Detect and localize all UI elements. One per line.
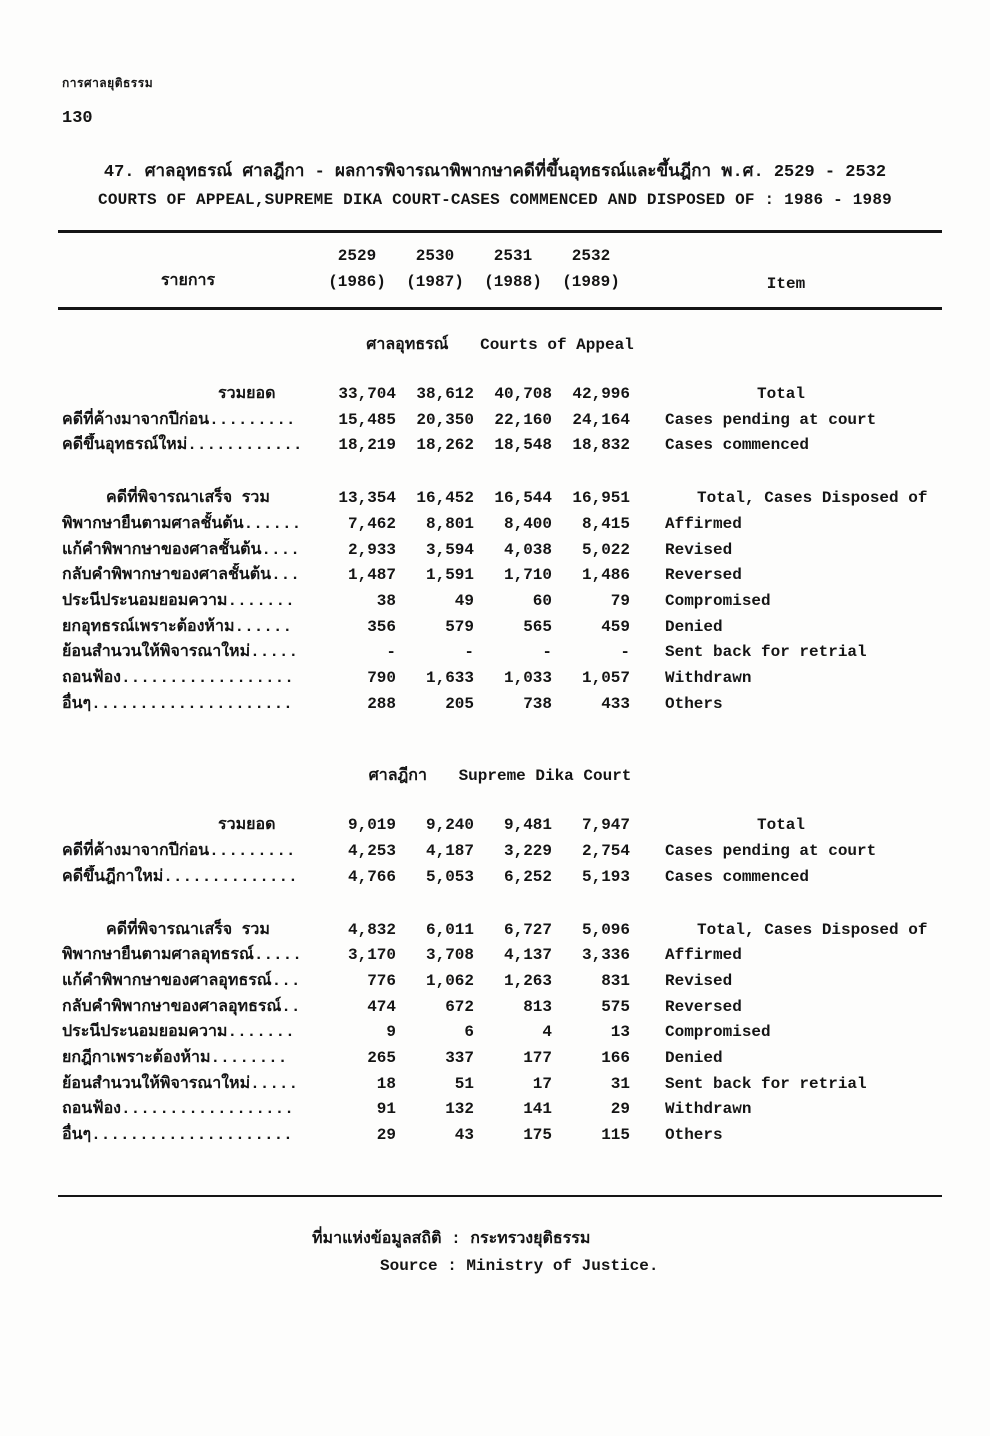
year-column-header bbox=[396, 243, 474, 295]
row-value-1988: 1,263 bbox=[503, 971, 552, 990]
row-label-english: Withdrawn bbox=[665, 1100, 752, 1119]
row-value-1986: 4,832 bbox=[347, 920, 396, 939]
row-value-1989: 8,415 bbox=[581, 514, 630, 533]
row-value-1986: 3,170 bbox=[347, 946, 396, 965]
row-label-thai: คดีที่ค้างมาจากปีก่อน......... bbox=[62, 410, 296, 429]
row-label-english: Affirmed bbox=[665, 514, 742, 533]
row-value-1989: 831 bbox=[601, 971, 630, 990]
row-value-1987: 5,053 bbox=[425, 867, 474, 886]
row-label-thai: คดีขึ้นอุทธรณ์ใหม่............ bbox=[62, 436, 303, 455]
row-value-1988: 9,481 bbox=[503, 816, 552, 835]
row-value-1986: 18 bbox=[376, 1074, 396, 1093]
year-column-header bbox=[552, 243, 630, 295]
row-label-thai: พิพากษายืนตามศาลชั้นต้น...... bbox=[62, 514, 302, 533]
row-value-1987: 18,262 bbox=[416, 436, 474, 455]
row-value-1987: 43 bbox=[454, 1126, 474, 1145]
row-value-1986: 1,487 bbox=[347, 566, 396, 585]
table-row bbox=[58, 486, 942, 512]
table-row bbox=[58, 1072, 942, 1098]
row-value-1988: 6,727 bbox=[503, 920, 552, 939]
row-value-1988: 22,160 bbox=[494, 410, 552, 429]
row-value-1989: 7,947 bbox=[581, 816, 630, 835]
row-label-thai: ถอนฟ้อง.................. bbox=[62, 669, 294, 688]
row-value-1989: 166 bbox=[601, 1049, 630, 1068]
section-rows bbox=[58, 813, 942, 1148]
row-label-thai: ยกฎีกาเพราะต้องห้าม........ bbox=[62, 1049, 288, 1068]
row-value-1989: 16,951 bbox=[572, 489, 630, 508]
header-note: การศาลยุติธรรม bbox=[62, 77, 154, 91]
table-section bbox=[58, 332, 942, 717]
row-label-thai: กลับคำพิพากษาของศาลอุทธรณ์.. bbox=[62, 997, 301, 1016]
row-value-1988: 18,548 bbox=[494, 436, 552, 455]
section-heading-english: Supreme Dika Court bbox=[458, 767, 632, 786]
source-english: Source : Ministry of Justice. bbox=[380, 1257, 659, 1275]
section-rows bbox=[58, 382, 942, 717]
row-label-thai: ยกอุทธรณ์เพราะต้องห้าม...... bbox=[62, 617, 293, 636]
row-value-1986: 7,462 bbox=[347, 514, 396, 533]
table-bottom-rule bbox=[58, 1195, 942, 1197]
row-label-english: Total bbox=[757, 385, 806, 403]
row-value-1986: 4,253 bbox=[347, 842, 396, 861]
row-label-english: Denied bbox=[665, 617, 723, 636]
section-heading bbox=[58, 332, 942, 358]
row-value-1989: - bbox=[620, 643, 630, 662]
row-value-1988: 738 bbox=[523, 694, 552, 713]
table-sections bbox=[58, 332, 942, 1149]
row-value-1987: 132 bbox=[445, 1100, 474, 1119]
row-value-1987: - bbox=[464, 643, 474, 662]
row-value-1988: 4,038 bbox=[503, 540, 552, 559]
row-value-1987: 3,594 bbox=[425, 540, 474, 559]
column-header-items-english: Item bbox=[766, 275, 806, 293]
row-value-1989: 13 bbox=[610, 1023, 630, 1042]
row-label-thai: รวมยอด bbox=[218, 385, 276, 403]
row-label-english: Sent back for retrial bbox=[665, 643, 867, 662]
page-number: 130 bbox=[62, 109, 93, 128]
row-label-english: Total bbox=[757, 816, 806, 835]
row-label-thai: อื่นๆ..................... bbox=[62, 694, 293, 713]
row-value-1989: 5,022 bbox=[581, 540, 630, 559]
row-value-1986: 2,933 bbox=[347, 540, 396, 559]
table-row bbox=[58, 1123, 942, 1149]
row-label-english: Total, Cases Disposed of bbox=[697, 920, 928, 939]
table-row bbox=[58, 865, 942, 891]
year-buddhist: 2531 bbox=[493, 247, 533, 265]
row-value-1989: 115 bbox=[601, 1126, 630, 1145]
table-row bbox=[58, 615, 942, 641]
row-value-1986: 265 bbox=[367, 1049, 396, 1068]
row-value-1988: 3,229 bbox=[503, 842, 552, 861]
row-value-1989: 459 bbox=[601, 617, 630, 636]
row-label-english: Compromised bbox=[665, 1023, 771, 1042]
row-value-1986: 91 bbox=[376, 1100, 396, 1119]
table-row bbox=[58, 512, 942, 538]
table-row bbox=[58, 538, 942, 564]
row-value-1987: 672 bbox=[445, 997, 474, 1016]
row-value-1989: 29 bbox=[610, 1100, 630, 1119]
section-heading-thai: ศาลอุทธรณ์ bbox=[366, 336, 449, 354]
table-row bbox=[58, 943, 942, 969]
table-row bbox=[58, 563, 942, 589]
row-label-english: Others bbox=[665, 1126, 723, 1145]
row-value-1988: 17 bbox=[532, 1074, 552, 1093]
row-value-1987: 9,240 bbox=[425, 816, 474, 835]
row-value-1989: 5,193 bbox=[581, 867, 630, 886]
row-label-thai: คดีขึ้นฎีกาใหม่.............. bbox=[62, 867, 298, 886]
year-gregorian: (1988) bbox=[484, 273, 542, 291]
row-value-1988: 813 bbox=[523, 997, 552, 1016]
row-value-1987: 49 bbox=[454, 591, 474, 610]
row-label-thai: อื่นๆ..................... bbox=[62, 1126, 293, 1145]
row-value-1986: 288 bbox=[367, 694, 396, 713]
row-label-english: Cases pending at court bbox=[665, 410, 877, 429]
year-buddhist: 2529 bbox=[337, 247, 377, 265]
row-label-english: Withdrawn bbox=[665, 669, 752, 688]
section-heading-english: Courts of Appeal bbox=[480, 336, 634, 354]
row-value-1986: 18,219 bbox=[338, 436, 396, 455]
row-value-1989: 5,096 bbox=[581, 920, 630, 939]
table-header-row bbox=[58, 233, 942, 307]
row-label-english: Cases commenced bbox=[665, 436, 810, 455]
row-value-1986: 29 bbox=[376, 1126, 396, 1145]
row-label-thai: ประนีประนอมยอมความ....... bbox=[62, 591, 295, 610]
row-value-1986: 38 bbox=[376, 591, 396, 610]
title-thai: 47. ศาลอุทธรณ์ ศาลฎีกา - ผลการพิจารณาพิพากษาคดีที่ขึ้นอุทธรณ์และขึ้นฎีกา พ.ศ. 2529 - 2532 bbox=[103, 163, 887, 182]
row-label-english: Others bbox=[665, 694, 723, 713]
row-value-1989: 3,336 bbox=[581, 946, 630, 965]
row-label-thai: ประนีประนอมยอมความ....... bbox=[62, 1023, 295, 1042]
row-label-english: Cases commenced bbox=[665, 867, 810, 886]
year-column-header bbox=[318, 243, 396, 295]
year-buddhist: 2532 bbox=[571, 247, 611, 265]
source-block bbox=[0, 1226, 990, 1280]
row-value-1988: 1,033 bbox=[503, 669, 552, 688]
row-value-1986: 33,704 bbox=[338, 385, 396, 403]
row-value-1986: 4,766 bbox=[347, 867, 396, 886]
row-value-1987: 6,011 bbox=[425, 920, 474, 939]
row-value-1986: - bbox=[386, 643, 396, 662]
table-section bbox=[58, 763, 942, 1148]
table-row bbox=[58, 433, 942, 459]
row-value-1987: 1,591 bbox=[425, 566, 474, 585]
table-row bbox=[58, 969, 942, 995]
row-label-thai: รวมยอด bbox=[218, 816, 276, 835]
row-value-1986: 9 bbox=[386, 1023, 396, 1042]
row-value-1987: 8,801 bbox=[425, 514, 474, 533]
row-value-1988: 60 bbox=[532, 591, 552, 610]
row-label-english: Compromised bbox=[665, 591, 771, 610]
row-value-1988: 565 bbox=[523, 617, 552, 636]
title-english: COURTS OF APPEAL,SUPREME DIKA COURT-CASES COMMENCED AND DISPOSED OF : 1986 - 1989 bbox=[98, 191, 892, 209]
table-row bbox=[58, 692, 942, 718]
row-label-thai: ถอนฟ้อง.................. bbox=[62, 1100, 294, 1119]
row-value-1987: 205 bbox=[445, 694, 474, 713]
row-value-1987: 20,350 bbox=[416, 410, 474, 429]
table-row bbox=[58, 1020, 942, 1046]
title-block bbox=[0, 160, 990, 214]
row-value-1989: 79 bbox=[610, 591, 630, 610]
table-row bbox=[58, 813, 942, 839]
row-label-thai: คดีที่พิจารณาเสร็จ รวม bbox=[106, 920, 270, 939]
table-row bbox=[58, 382, 942, 408]
section-heading bbox=[58, 763, 942, 789]
table-row bbox=[58, 666, 942, 692]
section-heading-thai: ศาลฎีกา bbox=[368, 767, 427, 786]
row-value-1988: 6,252 bbox=[503, 867, 552, 886]
row-value-1987: 38,612 bbox=[416, 385, 474, 403]
year-gregorian: (1987) bbox=[406, 273, 464, 291]
row-label-english: Denied bbox=[665, 1049, 723, 1068]
row-value-1988: 141 bbox=[523, 1100, 552, 1119]
row-value-1989: 575 bbox=[601, 997, 630, 1016]
row-value-1988: 40,708 bbox=[494, 385, 552, 403]
row-value-1986: 9,019 bbox=[347, 816, 396, 835]
table-row bbox=[58, 918, 942, 944]
row-label-thai: ย้อนสำนวนให้พิจารณาใหม่..... bbox=[62, 643, 299, 662]
row-value-1986: 13,354 bbox=[338, 489, 396, 508]
row-label-english: Revised bbox=[665, 540, 733, 559]
row-value-1987: 51 bbox=[454, 1074, 474, 1093]
row-value-1988: 177 bbox=[523, 1049, 552, 1068]
table-row bbox=[58, 640, 942, 666]
row-value-1986: 474 bbox=[367, 997, 396, 1016]
row-value-1987: 1,633 bbox=[425, 669, 474, 688]
row-label-english: Reversed bbox=[665, 997, 742, 1016]
statistics-table bbox=[58, 230, 942, 1197]
row-value-1989: 42,996 bbox=[572, 385, 630, 403]
year-gregorian: (1989) bbox=[562, 273, 620, 291]
table-row bbox=[58, 995, 942, 1021]
source-thai: ที่มาแห่งข้อมูลสถิติ : กระทรวงยุติธรรม bbox=[312, 1230, 591, 1248]
row-label-english: Total, Cases Disposed of bbox=[697, 489, 928, 508]
row-value-1988: - bbox=[542, 643, 552, 662]
row-label-thai: กลับคำพิพากษาของศาลชั้นต้น... bbox=[62, 566, 300, 585]
row-label-thai: คดีที่ค้างมาจากปีก่อน......... bbox=[62, 842, 296, 861]
table-header-rule bbox=[58, 307, 942, 310]
year-column-header bbox=[474, 243, 552, 295]
row-value-1987: 579 bbox=[445, 617, 474, 636]
row-value-1987: 4,187 bbox=[425, 842, 474, 861]
year-buddhist: 2530 bbox=[415, 247, 455, 265]
row-value-1986: 790 bbox=[367, 669, 396, 688]
row-value-1987: 1,062 bbox=[425, 971, 474, 990]
row-value-1989: 2,754 bbox=[581, 842, 630, 861]
row-value-1989: 1,486 bbox=[581, 566, 630, 585]
row-label-thai: แก้คำพิพากษาของศาลอุทธรณ์... bbox=[62, 971, 301, 990]
row-value-1988: 4 bbox=[542, 1023, 552, 1042]
row-value-1988: 175 bbox=[523, 1126, 552, 1145]
row-value-1989: 433 bbox=[601, 694, 630, 713]
year-gregorian: (1986) bbox=[328, 273, 386, 291]
row-value-1986: 15,485 bbox=[338, 410, 396, 429]
row-label-english: Reversed bbox=[665, 566, 742, 585]
row-label-english: Cases pending at court bbox=[665, 842, 877, 861]
row-value-1988: 8,400 bbox=[503, 514, 552, 533]
row-label-english: Sent back for retrial bbox=[665, 1074, 867, 1093]
table-row bbox=[58, 408, 942, 434]
row-value-1989: 1,057 bbox=[581, 669, 630, 688]
row-value-1988: 4,137 bbox=[503, 946, 552, 965]
row-label-english: Affirmed bbox=[665, 946, 742, 965]
table-row bbox=[58, 1046, 942, 1072]
row-value-1987: 16,452 bbox=[416, 489, 474, 508]
row-label-thai: ย้อนสำนวนให้พิจารณาใหม่..... bbox=[62, 1074, 299, 1093]
row-value-1989: 31 bbox=[610, 1074, 630, 1093]
row-label-thai: แก้คำพิพากษาของศาลชั้นต้น.... bbox=[62, 540, 300, 559]
table-row bbox=[58, 1097, 942, 1123]
column-header-items-thai: รายการ bbox=[160, 272, 216, 290]
row-value-1988: 16,544 bbox=[494, 489, 552, 508]
row-value-1987: 3,708 bbox=[425, 946, 474, 965]
row-value-1988: 1,710 bbox=[503, 566, 552, 585]
row-label-thai: คดีที่พิจารณาเสร็จ รวม bbox=[106, 489, 270, 508]
row-label-thai: พิพากษายืนตามศาลอุทธรณ์..... bbox=[62, 946, 302, 965]
page-corner bbox=[62, 74, 153, 128]
row-value-1986: 356 bbox=[367, 617, 396, 636]
row-value-1986: 776 bbox=[367, 971, 396, 990]
row-value-1989: 18,832 bbox=[572, 436, 630, 455]
row-value-1987: 337 bbox=[445, 1049, 474, 1068]
table-row bbox=[58, 839, 942, 865]
table-row bbox=[58, 589, 942, 615]
row-value-1989: 24,164 bbox=[572, 410, 630, 429]
row-value-1987: 6 bbox=[464, 1023, 474, 1042]
row-label-english: Revised bbox=[665, 971, 733, 990]
